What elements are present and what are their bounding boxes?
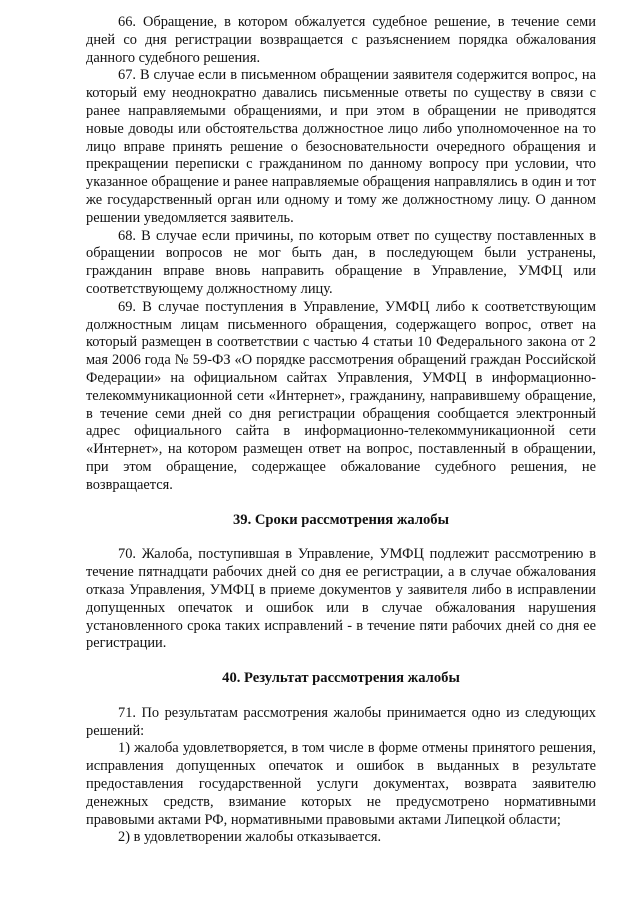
paragraph-67: 67. В случае если в письменном обращении заявителя содержится вопрос, на который ему неоднократно давались письменные ответы по существу в связи с ранее направляемыми обращениями, и при этом в обращении не приводятся новые доводы или обстоятельства должностное лицо либо уполномоченное на то лицо вправе принять решение о безосновательности очередного обращения и прекращении переписки с гражданином по данному вопросу при условии, что указанное обращение и ранее направляемые обращения направлялись в один и тот же государственный орган или одному и тому же должностному лицу. О данном решении уведомляется заявитель. — [86, 67, 596, 226]
document-page — [86, 14, 596, 847]
paragraph-66: 66. Обращение, в котором обжалуется судебное решение, в течение семи дней со дня регистрации возвращается с разъяснением порядка обжалования данного судебного решения. — [86, 14, 596, 66]
paragraph-71: 71. По результатам рассмотрения жалобы принимается одно из следующих решений: — [86, 704, 596, 739]
paragraph-71-item-2: 2) в удовлетворении жалобы отказывается. — [118, 829, 382, 846]
section-39-heading: 39. Сроки рассмотрения жалобы — [232, 511, 449, 528]
paragraph-69: 69. В случае поступления в Управление, УМФЦ либо к соответствующим должностным лицам письменного обращения, содержащего вопрос, ответ на который размещен в соответствии с частью 4 статьи 10 Федерального закона от 2 мая 2006 года № 59-ФЗ «О порядке рассмотрения обращений граждан Российской Федерации» на официальном сайтах Управления, УМФЦ в информационно-телекоммуникационной сети «Интернет», гражданину, направившему обращение, в течение семи дней со дня регистрации обращения сообщается электронный адрес официального сайта в информационно-телекоммуникационной сети «Интернет», на котором размещен ответ на вопрос, поставленный в обращении, при этом обращение, содержащее обжалование судебного решения, не возвращается. — [86, 298, 596, 493]
section-40-heading: 40. Результат рассмотрения жалобы — [222, 670, 460, 687]
paragraph-68: 68. В случае если причины, по которым ответ по существу поставленных в обращении вопросов не мог быть дан, в последующем были устранены, гражданин вправе вновь направить обращение в Управление, УМФЦ или соответствующему должностному лицу. — [86, 227, 596, 297]
paragraph-70: 70. Жалоба, поступившая в Управление, УМФЦ подлежит рассмотрению в течение пятнадцати рабочих дней со дня ее регистрации, а в случае обжалования отказа Управления, УМФЦ в приеме документов у заявителя либо в исправлении допущенных опечаток и ошибок или в случае обжалования нарушения установленного срока таких исправлений - в течение пяти рабочих дней со дня ее регистрации. — [86, 546, 596, 652]
paragraph-71-item-1: 1) жалоба удовлетворяется, в том числе в форме отмены принятого решения, исправления допущенных опечаток и ошибок в выданных в результате предоставления государственной услуги документах, возврата заявителю денежных средств, взимание которых не предусмотрено нормативными правовыми актами РФ, нормативными правовыми актами Липецкой области; — [86, 740, 596, 828]
